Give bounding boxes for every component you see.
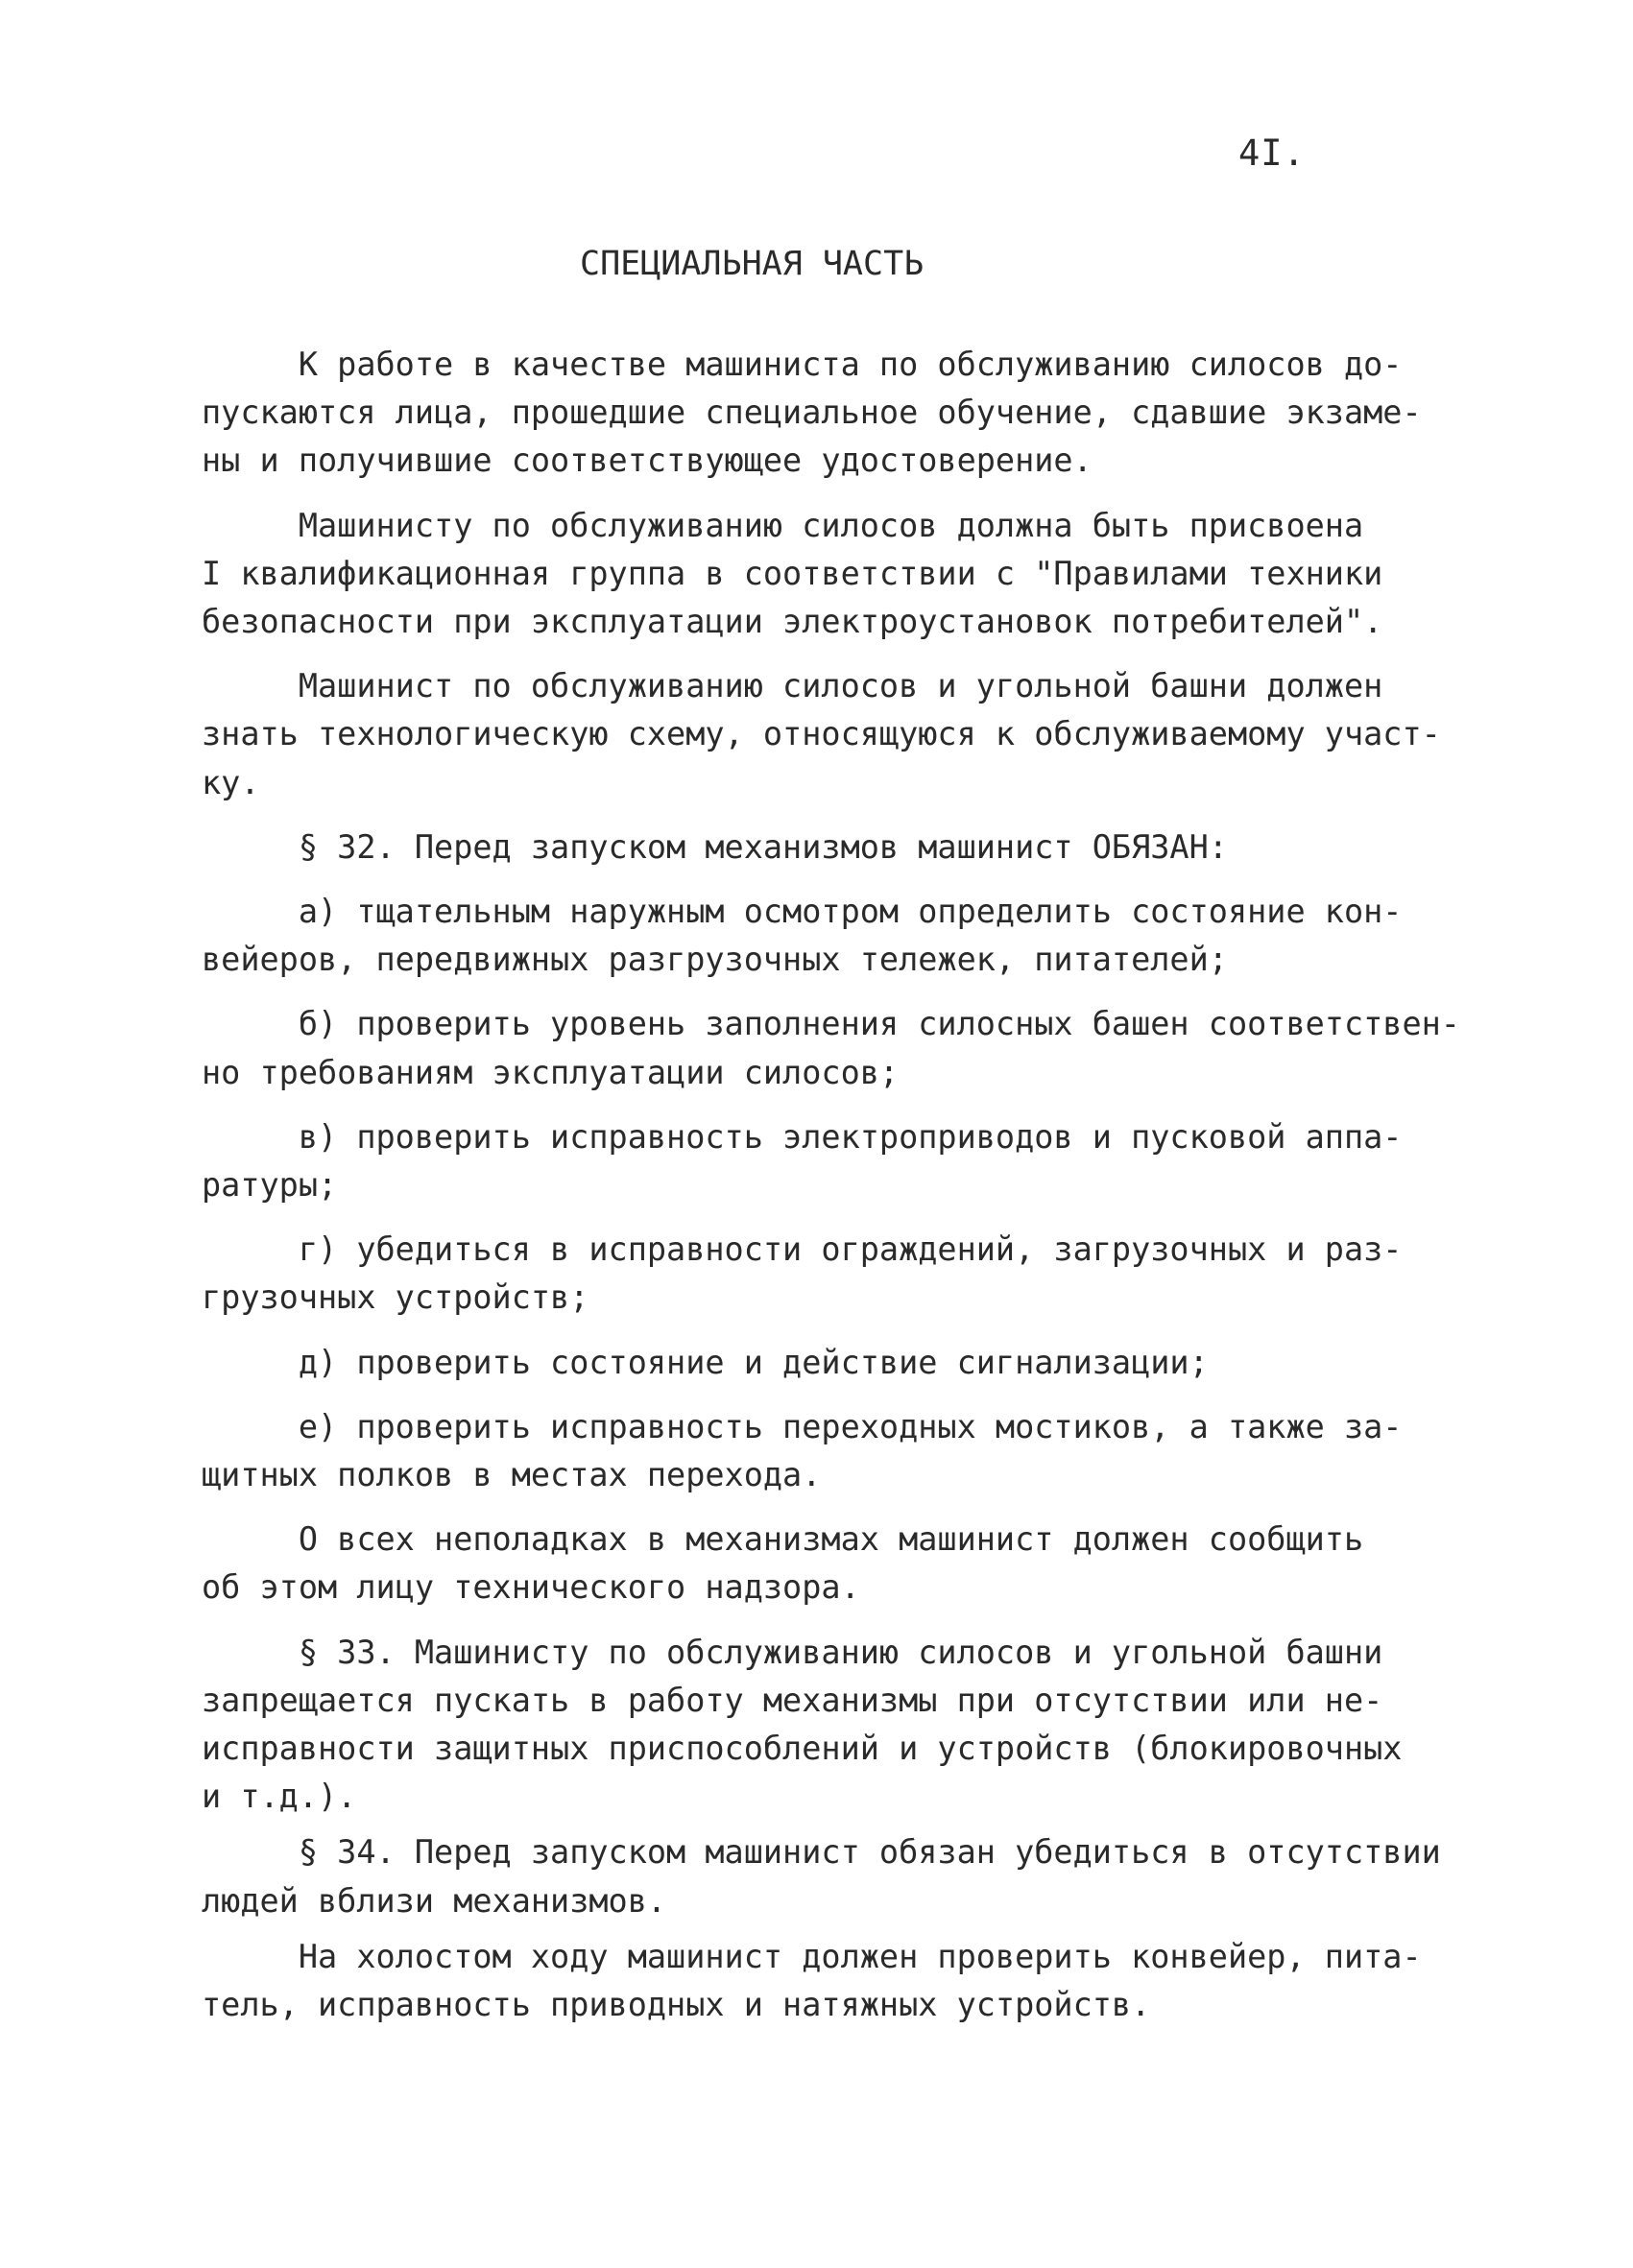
text-line: грузочных устройств;: [202, 1278, 589, 1317]
text-line: е) проверить исправность переходных мостиков, а также за-: [202, 1407, 1403, 1445]
text-line: ны и получившие соответствующее удостоверение.: [202, 442, 1093, 480]
text-line: пускаются лица, прошедшие специальное обучение, сдавшие экзаме-: [202, 394, 1422, 432]
text-line: I квалификационная группа в соответствии с "Правилами техники: [202, 554, 1383, 592]
text-line: вейеров, передвижных разгрузочных тележек, питателей;: [202, 941, 1228, 979]
text-line: На холостом ходу машинист должен проверить конвейер, пита-: [202, 1937, 1422, 1975]
text-line: Машинист по обслуживанию силосов и угольной башни должен: [202, 667, 1383, 705]
item-e: [202, 1403, 1450, 1499]
section-33: [202, 1629, 1450, 1822]
item-b: [202, 1000, 1460, 1096]
text-line: и т.д.).: [202, 1778, 357, 1816]
paragraph-idle-check: [202, 1933, 1450, 2029]
item-d: [202, 1339, 1450, 1387]
text-line: г) убедиться в исправности ограждений, загрузочных и раз-: [202, 1230, 1403, 1269]
text-line: а) тщательным наружным осмотром определить состояние кон-: [202, 893, 1403, 931]
section-title: СПЕЦИАЛЬНАЯ ЧАСТЬ: [580, 245, 925, 283]
text-line: безопасности при эксплуатации электроустановок потребителей".: [202, 603, 1383, 641]
section-34: [202, 1828, 1450, 1924]
text-line: щитных полков в местах перехода.: [202, 1456, 822, 1494]
page-number: 4I.: [1238, 132, 1306, 174]
text-line: об этом лицу технического надзора.: [202, 1568, 860, 1607]
item-v: [202, 1113, 1450, 1209]
document-body: [202, 341, 1460, 2029]
text-line: б) проверить уровень заполнения силосных башен соответствен-: [202, 1005, 1460, 1043]
text-line: Машинисту по обслуживанию силосов должна быть присвоена: [202, 506, 1364, 544]
text-line: знать технологическую схему, относящуюся к обслуживаемому участ-: [202, 715, 1441, 753]
text-line: исправности защитных приспособлений и устройств (блокировочных: [202, 1730, 1403, 1768]
item-g: [202, 1226, 1450, 1322]
paragraph-qualification: [202, 502, 1450, 647]
paragraph-admission: [202, 341, 1450, 486]
text-line: § 32. Перед запуском механизмов машинист ОБЯЗАН:: [202, 827, 1228, 866]
text-line: тель, исправность приводных и натяжных устройств.: [202, 1986, 1151, 2024]
section-32-heading: [202, 824, 1450, 871]
text-line: О всех неполадках в механизмах машинист должен сообщить: [202, 1520, 1364, 1559]
item-a: [202, 888, 1450, 984]
paragraph-report: [202, 1516, 1450, 1611]
text-line: ку.: [202, 763, 260, 801]
text-line: в) проверить исправность электроприводов и пусковой аппа-: [202, 1117, 1403, 1156]
text-line: запрещается пускать в работу механизмы при отсутствии или не-: [202, 1681, 1383, 1719]
text-line: К работе в качестве машиниста по обслуживанию силосов до-: [202, 346, 1403, 383]
text-line: людей вблизи механизмов.: [202, 1881, 667, 1920]
text-line: § 34. Перед запуском машинист обязан убедиться в отсутствии: [202, 1833, 1441, 1872]
text-line: д) проверить состояние и действие сигнализации;: [202, 1343, 1209, 1381]
paragraph-knowledge: [202, 662, 1450, 807]
text-line: но требованиям эксплуатации силосов;: [202, 1053, 900, 1091]
text-line: ратуры;: [202, 1166, 338, 1205]
text-line: § 33. Машинисту по обслуживанию силосов и угольной башни: [202, 1633, 1383, 1671]
